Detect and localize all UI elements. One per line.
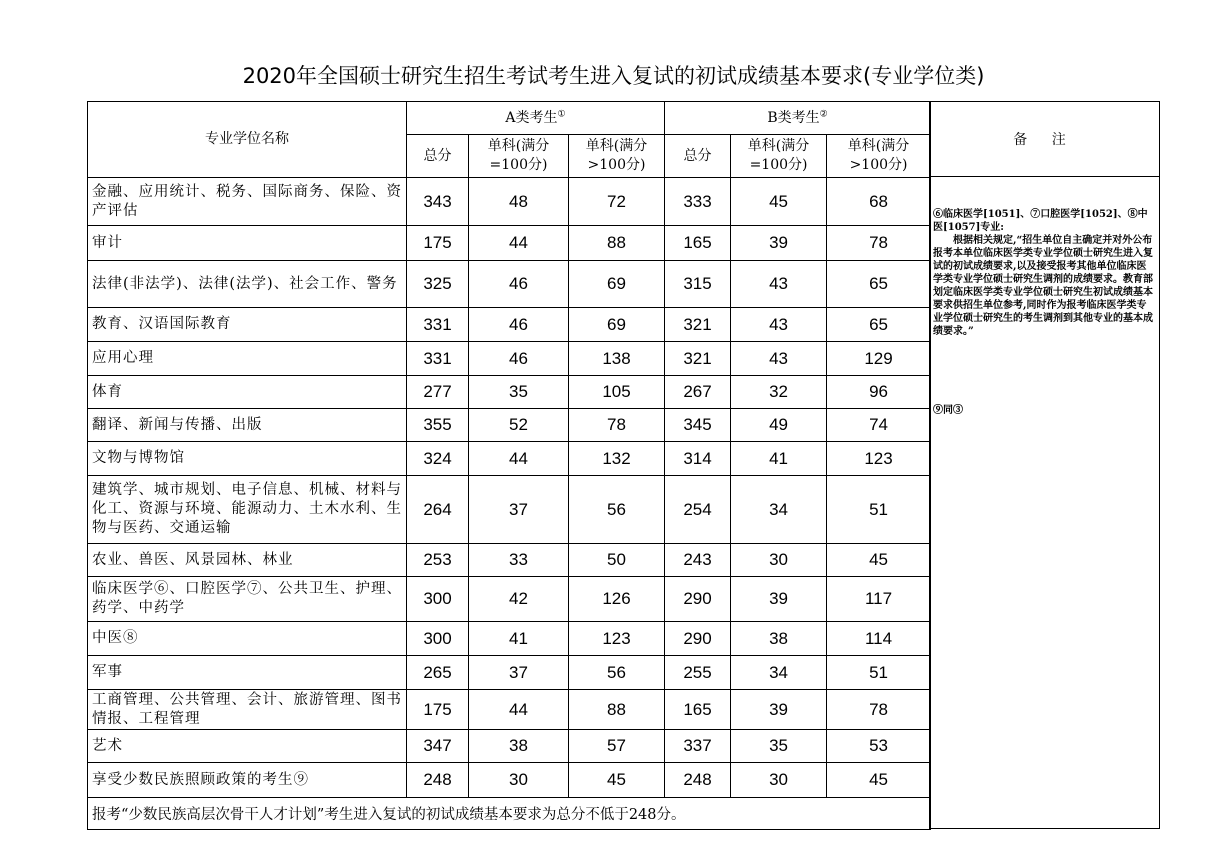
remark-column <box>929 101 1160 829</box>
a-single-gt100: 69 <box>569 261 665 308</box>
header-a-total: 总分 <box>407 135 469 178</box>
b-total: 165 <box>665 226 731 261</box>
a-total: 300 <box>407 622 469 656</box>
b-single-gt100: 68 <box>827 178 931 226</box>
b-single-100: 41 <box>731 442 827 476</box>
a-single-100: 41 <box>469 622 569 656</box>
a-single-100: 33 <box>469 544 569 577</box>
a-single-gt100: 69 <box>569 308 665 342</box>
b-single-gt100: 123 <box>827 442 931 476</box>
b-total: 248 <box>665 763 731 798</box>
b-total: 290 <box>665 622 731 656</box>
b-single-gt100: 65 <box>827 308 931 342</box>
b-single-100: 39 <box>731 690 827 730</box>
table-row <box>88 544 931 577</box>
a-single-gt100: 123 <box>569 622 665 656</box>
b-single-gt100: 45 <box>827 544 931 577</box>
a-total: 264 <box>407 476 469 544</box>
a-total: 331 <box>407 308 469 342</box>
table-row <box>88 690 931 730</box>
a-total: 331 <box>407 342 469 376</box>
b-single-100: 45 <box>731 178 827 226</box>
b-total: 243 <box>665 544 731 577</box>
a-single-100: 35 <box>469 376 569 409</box>
a-single-gt100: 88 <box>569 690 665 730</box>
b-single-gt100: 74 <box>827 409 931 442</box>
a-total: 325 <box>407 261 469 308</box>
header-a-single-gt100: 单科(满分 >100分) <box>569 135 665 178</box>
a-single-100: 46 <box>469 261 569 308</box>
b-single-gt100: 129 <box>827 342 931 376</box>
b-single-100: 38 <box>731 622 827 656</box>
a-single-gt100: 138 <box>569 342 665 376</box>
a-single-100: 44 <box>469 442 569 476</box>
a-single-gt100: 57 <box>569 730 665 763</box>
footer-row <box>88 798 931 830</box>
a-single-gt100: 56 <box>569 476 665 544</box>
a-single-gt100: 105 <box>569 376 665 409</box>
table-row <box>88 261 931 308</box>
major-name: 享受少数民族照顾政策的考生⑨ <box>88 763 407 798</box>
header-group-a: A类考生① <box>407 102 665 135</box>
b-total: 321 <box>665 342 731 376</box>
a-single-gt100: 50 <box>569 544 665 577</box>
a-total: 347 <box>407 730 469 763</box>
b-total: 333 <box>665 178 731 226</box>
b-single-100: 34 <box>731 656 827 690</box>
a-single-gt100: 45 <box>569 763 665 798</box>
major-name: 艺术 <box>88 730 407 763</box>
major-name: 文物与博物馆 <box>88 442 407 476</box>
a-total: 175 <box>407 690 469 730</box>
major-name: 农业、兽医、风景园林、林业 <box>88 544 407 577</box>
major-name: 金融、应用统计、税务、国际商务、保险、资产评估 <box>88 178 407 226</box>
a-total: 175 <box>407 226 469 261</box>
major-name: 法律(非法学)、法律(法学)、社会工作、警务 <box>88 261 407 308</box>
major-name: 教育、汉语国际教育 <box>88 308 407 342</box>
remark-header: 备 注 <box>930 102 1159 177</box>
major-name: 临床医学⑥、口腔医学⑦、公共卫生、护理、药学、中药学 <box>88 577 407 622</box>
b-single-gt100: 78 <box>827 226 931 261</box>
page-title: 2020年全国硕士研究生招生考试考生进入复试的初试成绩基本要求(专业学位类) <box>242 64 985 88</box>
a-total: 343 <box>407 178 469 226</box>
b-single-100: 43 <box>731 261 827 308</box>
remark-note-secondary: ⑨同③ <box>933 405 963 416</box>
b-single-gt100: 51 <box>827 476 931 544</box>
b-total: 315 <box>665 261 731 308</box>
b-single-gt100: 51 <box>827 656 931 690</box>
score-table <box>87 101 931 830</box>
b-total: 345 <box>665 409 731 442</box>
header-group-b: B类考生② <box>665 102 931 135</box>
a-total: 265 <box>407 656 469 690</box>
b-total: 255 <box>665 656 731 690</box>
b-single-gt100: 65 <box>827 261 931 308</box>
table-row <box>88 730 931 763</box>
table-row <box>88 409 931 442</box>
b-single-gt100: 53 <box>827 730 931 763</box>
b-total: 314 <box>665 442 731 476</box>
major-name: 翻译、新闻与传播、出版 <box>88 409 407 442</box>
b-total: 290 <box>665 577 731 622</box>
a-single-100: 46 <box>469 342 569 376</box>
a-single-gt100: 88 <box>569 226 665 261</box>
major-name: 中医⑧ <box>88 622 407 656</box>
b-single-100: 49 <box>731 409 827 442</box>
a-single-gt100: 78 <box>569 409 665 442</box>
table-row <box>88 308 931 342</box>
a-single-100: 42 <box>469 577 569 622</box>
b-total: 321 <box>665 308 731 342</box>
table-row <box>88 656 931 690</box>
b-single-100: 34 <box>731 476 827 544</box>
table-row <box>88 577 931 622</box>
major-name: 应用心理 <box>88 342 407 376</box>
b-single-100: 43 <box>731 342 827 376</box>
table-row <box>88 442 931 476</box>
b-single-gt100: 78 <box>827 690 931 730</box>
a-single-100: 30 <box>469 763 569 798</box>
table-row <box>88 376 931 409</box>
a-total: 355 <box>407 409 469 442</box>
table-row <box>88 342 931 376</box>
b-single-100: 35 <box>731 730 827 763</box>
major-name: 体育 <box>88 376 407 409</box>
a-single-gt100: 126 <box>569 577 665 622</box>
table-row <box>88 763 931 798</box>
a-single-100: 37 <box>469 656 569 690</box>
a-single-100: 38 <box>469 730 569 763</box>
b-single-gt100: 117 <box>827 577 931 622</box>
b-single-gt100: 114 <box>827 622 931 656</box>
b-single-100: 39 <box>731 577 827 622</box>
table-row <box>88 178 931 226</box>
b-total: 165 <box>665 690 731 730</box>
a-single-100: 44 <box>469 690 569 730</box>
header-b-total: 总分 <box>665 135 731 178</box>
header-major-name: 专业学位名称 <box>88 102 407 178</box>
a-single-100: 37 <box>469 476 569 544</box>
major-name: 建筑学、城市规划、电子信息、机械、材料与化工、资源与环境、能源动力、土木水利、生物与医药、交通运输 <box>88 476 407 544</box>
table-row <box>88 226 931 261</box>
header-b-single-100: 单科(满分 =100分) <box>731 135 827 178</box>
header-b-single-gt100: 单科(满分 >100分) <box>827 135 931 178</box>
a-single-gt100: 72 <box>569 178 665 226</box>
b-total: 267 <box>665 376 731 409</box>
table-row <box>88 622 931 656</box>
a-single-gt100: 56 <box>569 656 665 690</box>
major-name: 军事 <box>88 656 407 690</box>
a-single-gt100: 132 <box>569 442 665 476</box>
a-single-100: 44 <box>469 226 569 261</box>
table-row <box>88 476 931 544</box>
b-single-100: 43 <box>731 308 827 342</box>
footer-note: 报考“少数民族高层次骨干人才计划”考生进入复试的初试成绩基本要求为总分不低于248分。 <box>88 798 931 830</box>
a-single-100: 46 <box>469 308 569 342</box>
major-name: 工商管理、公共管理、会计、旅游管理、图书情报、工程管理 <box>88 690 407 730</box>
a-single-100: 52 <box>469 409 569 442</box>
a-total: 324 <box>407 442 469 476</box>
b-single-100: 39 <box>731 226 827 261</box>
header-a-single-100: 单科(满分 =100分) <box>469 135 569 178</box>
remark-note: ⑥临床医学[1051]、⑦口腔医学[1052]、⑧中医[1057]专业: 根据相关规定,“招生单位自主确定并对外公布报考本单位临床医学类专业学位硕士研究生进入复试的初试成绩要求,以及接受报考其他单位临床医学类专业学位硕士研究生调剂的成绩要求。教育部划定临床医学类专业学位硕士研究生初试成绩基本要求供招生单位参考,同时作为报考临床医学类专业学位硕士研究生的考生调剂到其他专业的基本成绩要求。” <box>933 209 1153 337</box>
a-total: 277 <box>407 376 469 409</box>
a-total: 248 <box>407 763 469 798</box>
b-single-100: 30 <box>731 544 827 577</box>
b-single-100: 32 <box>731 376 827 409</box>
major-name: 审计 <box>88 226 407 261</box>
a-total: 300 <box>407 577 469 622</box>
a-total: 253 <box>407 544 469 577</box>
b-total: 337 <box>665 730 731 763</box>
b-single-gt100: 45 <box>827 763 931 798</box>
a-single-100: 48 <box>469 178 569 226</box>
b-total: 254 <box>665 476 731 544</box>
b-single-100: 30 <box>731 763 827 798</box>
b-single-gt100: 96 <box>827 376 931 409</box>
